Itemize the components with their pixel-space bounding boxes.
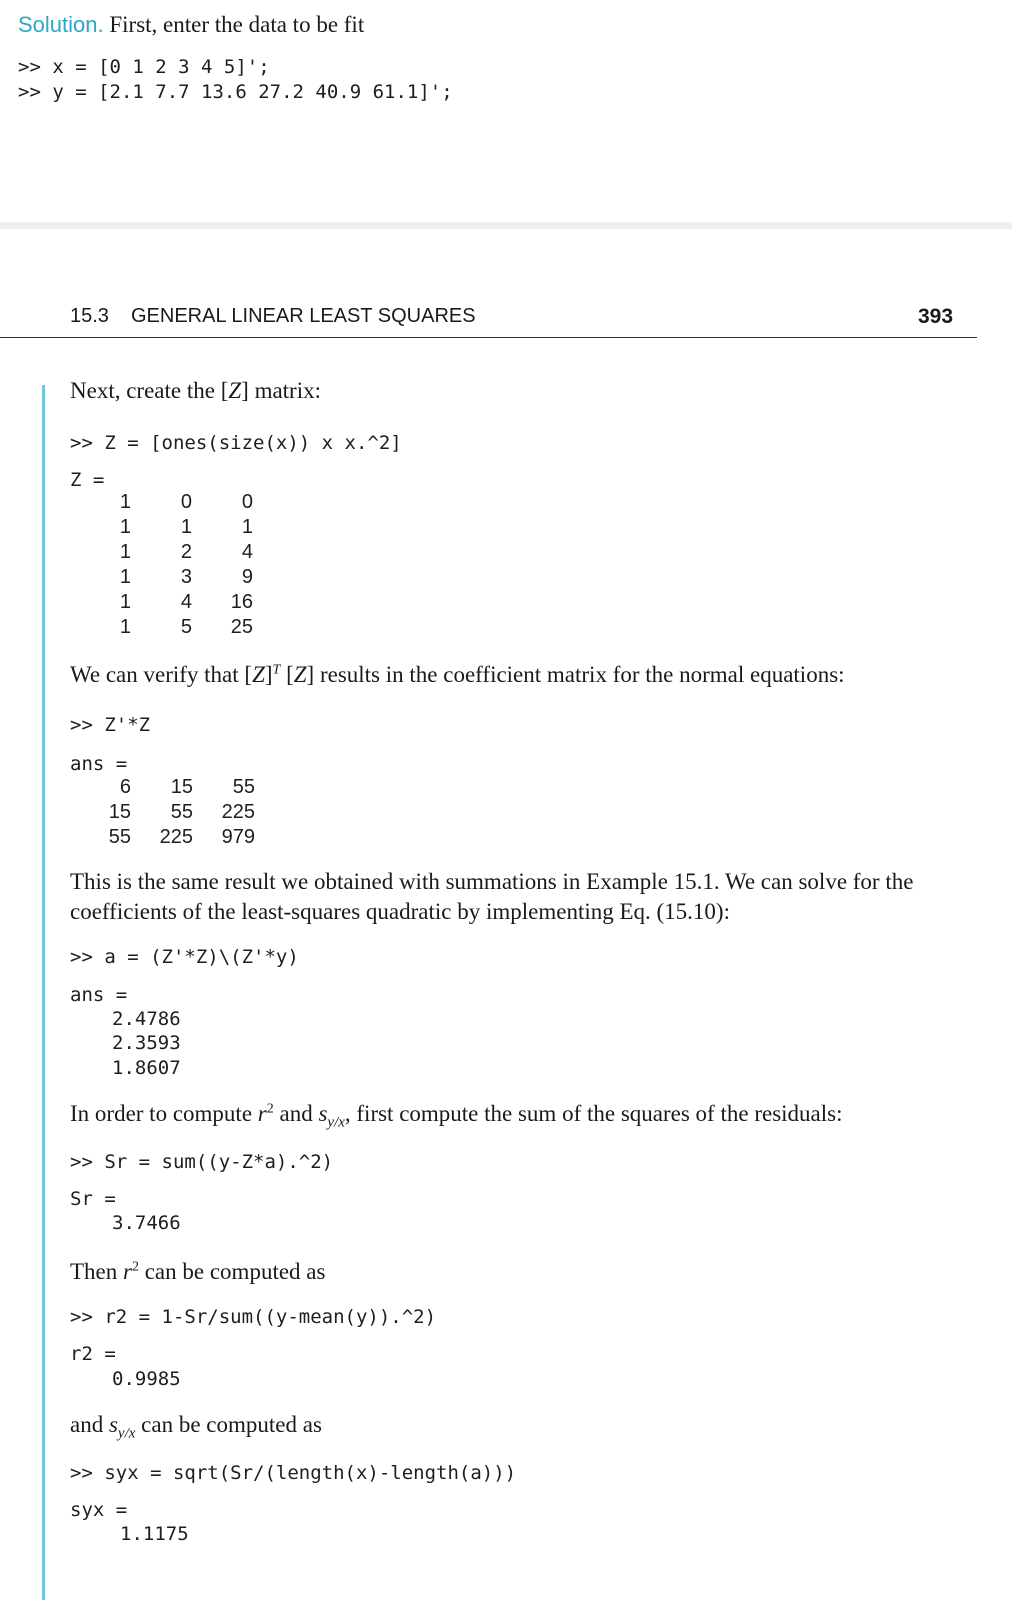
matrix-cell: 3: [180, 566, 192, 588]
matrix-cell: 15: [108, 801, 131, 823]
matrix-cell: 225: [159, 826, 193, 848]
code-solve-a: >> a = (Z'*Z)\(Z'*y): [70, 946, 299, 968]
matrix-cell: 6: [119, 776, 131, 798]
paragraph-create-z: Next, create the [Z] matrix:: [70, 378, 321, 403]
matrix-cell: 1: [119, 541, 131, 563]
code-x: >> x = [0 1 2 3 4 5]';: [18, 56, 270, 78]
matrix-cell: 16: [230, 591, 253, 613]
matrix-cell: 225: [221, 801, 255, 823]
header-rule: [0, 337, 977, 338]
matrix-cell: 1: [119, 516, 131, 538]
page-separator: [0, 222, 1012, 229]
paragraph-same-result-line1: This is the same result we obtained with summations in Example 15.1. We can solve for the: [70, 869, 914, 894]
solution-text: First, enter the data to be fit: [109, 12, 365, 37]
matrix-cell: 4: [180, 591, 192, 613]
matrix-cell: 1: [119, 616, 131, 638]
code-sr: >> Sr = sum((y-Z*a).^2): [70, 1151, 334, 1173]
matrix-cell: 15: [170, 776, 193, 798]
paragraph-verify: We can verify that $[Z]^T$ [Z] results in the coefficient matrix for the normal equations:: [70, 662, 845, 687]
section-number: 15.3: [70, 305, 109, 327]
matrix-cell: 0: [180, 491, 192, 513]
syx-value: 1.1175: [120, 1523, 189, 1545]
r2-value: 0.9985: [112, 1368, 181, 1390]
a-value: 2.4786: [112, 1008, 181, 1030]
code-y: >> y = [2.1 7.7 13.6 27.2 40.9 61.1]';: [18, 81, 453, 103]
paragraph-compute-syx: and $s_{y/x}$ can be computed as: [70, 1412, 322, 1442]
code-create-z: >> Z = [ones(size(x)) x x.^2]: [70, 432, 402, 454]
matrix-cell: 55: [170, 801, 193, 823]
matrix-cell: 9: [241, 566, 253, 588]
matrix-cell: 25: [230, 616, 253, 638]
matrix-cell: 1: [119, 591, 131, 613]
paragraph-compute-r2: Then $r^2$ can be computed as: [70, 1259, 326, 1284]
matrix-cell: 979: [221, 826, 255, 848]
example-sidebar-rule: [42, 385, 45, 1600]
matrix-cell: 55: [232, 776, 255, 798]
matrix-cell: 1: [241, 516, 253, 538]
code-ztz: >> Z'*Z: [70, 714, 151, 736]
matrix-cell: 1: [180, 516, 192, 538]
syx-label: syx =: [70, 1499, 128, 1521]
matrix-cell: 4: [241, 541, 253, 563]
matrix-cell: 1: [119, 566, 131, 588]
paragraph-compute-sr: In order to compute $r^2$ and $s_{y/x}$, first compute the sum of the squares of the residuals:: [70, 1101, 843, 1131]
matrix-cell: 2: [180, 541, 192, 563]
sr-value: 3.7466: [112, 1212, 181, 1234]
code-r2: >> r2 = 1-Sr/sum((y-mean(y)).^2): [70, 1306, 437, 1328]
matrix-cell: 0: [241, 491, 253, 513]
section-title: GENERAL LINEAR LEAST SQUARES: [131, 305, 476, 327]
sr-label: Sr =: [70, 1188, 116, 1210]
matrix-cell: 55: [108, 826, 131, 848]
z-label: Z =: [70, 469, 105, 491]
ans-label-2: ans =: [70, 984, 128, 1006]
a-value: 1.8607: [112, 1057, 181, 1079]
r2-label: r2 =: [70, 1343, 116, 1365]
ans-label-1: ans =: [70, 753, 128, 775]
solution-paragraph: [18, 12, 364, 38]
a-value: 2.3593: [112, 1032, 181, 1054]
solution-label: Solution.: [18, 12, 104, 37]
page-number: 393: [918, 305, 954, 328]
paragraph-same-result-line2: coefficients of the least-squares quadratic by implementing Eq. (15.10):: [70, 899, 730, 924]
code-syx: >> syx = sqrt(Sr/(length(x)-length(a))): [70, 1462, 517, 1484]
matrix-cell: 5: [180, 616, 192, 638]
matrix-cell: 1: [119, 491, 131, 513]
